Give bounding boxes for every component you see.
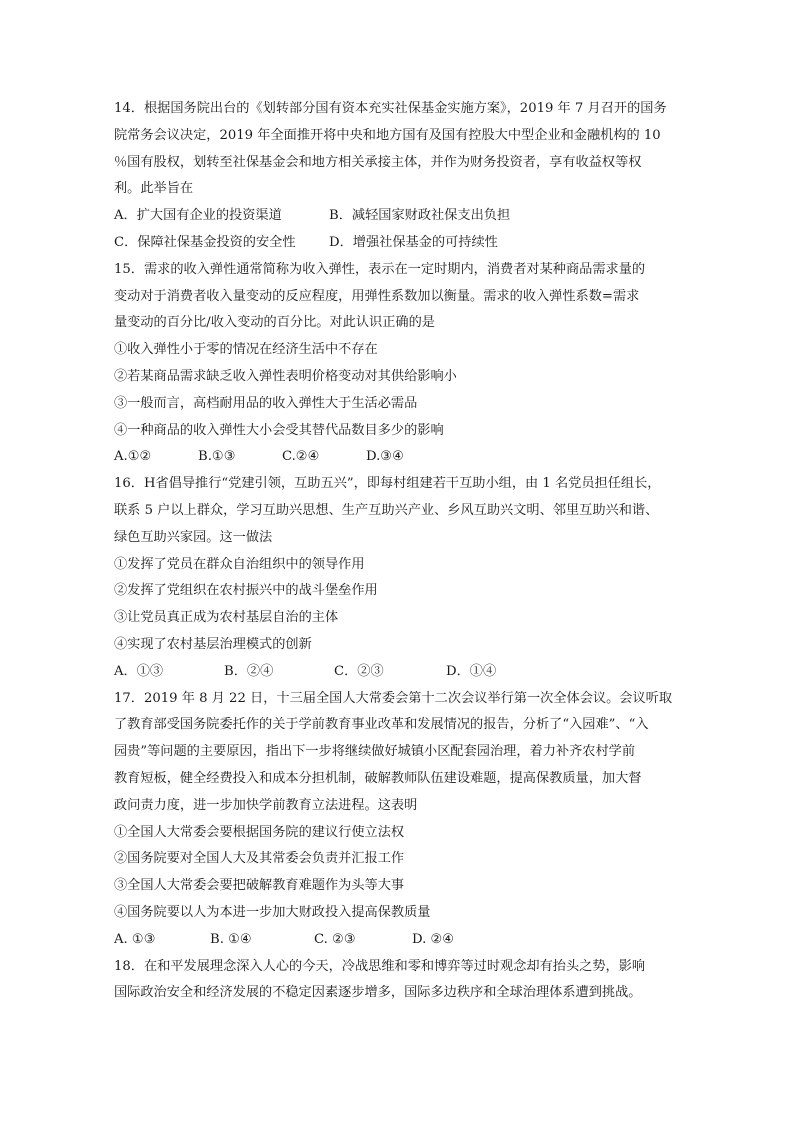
stem-line: ％国有股权，划转至社保基金会和地方相关承接主体，并作为财务投资者，享有收益权等权 [114, 154, 642, 170]
choice-a: A．①③ [114, 663, 164, 679]
stem-line: 国际政治安全和经济发展的不稳定因素逐步增多，国际多边秩序和全球治理体系遭到挑战。 [114, 985, 642, 1001]
stem-line: 17．2019 年 8 月 22 日，十三届全国人大常委会第十二次会议举行第一次全体会议。会议听取 [114, 690, 673, 706]
question-stem [114, 471, 684, 551]
statement-4: ④实现了农村基层治理模式的创新 [114, 636, 312, 652]
statement-2: ②若某商品需求缺乏收入弹性表明价格变动对其供给影响小 [114, 368, 457, 384]
statement-2: ②发挥了党组织在农村振兴中的战斗堡垒作用 [114, 583, 378, 599]
choice-d: D. ②④ [412, 931, 455, 947]
statement-1: ①全国人大常委会要根据国务院的建议行使立法权 [114, 824, 405, 840]
stem-line: 院常务会议决定，2019 年全面推开将中央和地方国有及国有控股大中型企业和金融机构的 10 [114, 127, 661, 143]
statement-3: ③让党员真正成为农村基层自治的主体 [114, 610, 339, 626]
question-stem [114, 96, 684, 203]
statement-1: ①发挥了党员在群众自治组织中的领导作用 [114, 556, 365, 572]
statement-2: ②国务院要对全国人大及其常委会负责并汇报工作 [114, 851, 405, 867]
choice-a: A. ①③ [114, 931, 156, 947]
statement-3: ③全国人大常委会要把破解教育难题作为头等大事 [114, 878, 405, 894]
choices-row [114, 230, 684, 257]
choice-c: C．保障社保基金投资的安全性 [114, 234, 296, 250]
stem-line: 18．在和平发展理念深入人心的今天，冷战思维和零和博弈等过时观念却有抬头之势，影响 [114, 958, 646, 974]
question-stem [114, 257, 684, 337]
choice-d: D．①④ [446, 663, 497, 679]
choice-c: C．②③ [334, 663, 384, 679]
choices-row [114, 444, 684, 471]
stem-line: 联系 5 户以上群众，学习互助兴思想、生产互助兴产业、乡风互助兴文明、邻里互助兴和谐、 [114, 502, 659, 518]
question-stem [114, 686, 684, 820]
choice-d: D．增强社保基金的可持续性 [329, 234, 498, 250]
stem-line: 园贵”等问题的主要原因，指出下一步将继续做好城镇小区配套园治理，着力补齐农村学前 [114, 744, 636, 760]
choice-c: C. ②③ [314, 931, 356, 947]
stem-line: 量变动的百分比/收入变动的百分比。对此认识正确的是 [114, 315, 435, 331]
stem-line: 教育短板，健全经费投入和成本分担机制，破解教师队伍建设难题，提高保教质量，加大督 [114, 770, 642, 786]
choice-b: B.①③ [198, 449, 236, 465]
choice-b: B. ①④ [210, 931, 252, 947]
statement-4: ④一种商品的收入弹性大小会受其替代品数目多少的影响 [114, 422, 444, 438]
question-16 [114, 471, 684, 685]
choices-row [114, 927, 684, 954]
question-stem [114, 954, 684, 1008]
statement-3: ③一般而言，高档耐用品的收入弹性大于生活必需品 [114, 395, 418, 411]
statement-4: ④国务院要以人为本进一步加大财政投入提高保教质量 [114, 904, 431, 920]
question-17 [114, 686, 684, 954]
choice-b: B．②④ [224, 663, 274, 679]
stem-line: 绿色互助兴家园。这一做法 [114, 529, 273, 545]
question-15 [114, 257, 684, 471]
statement-1: ①收入弹性小于零的情况在经济生活中不存在 [114, 342, 378, 358]
choice-c: C.②④ [282, 449, 320, 465]
stem-line: 15．需求的收入弹性通常简称为收入弹性，表示在一定时期内，消费者对某种商品需求量的 [114, 261, 646, 277]
choice-a: A.①② [114, 449, 152, 465]
exam-page [114, 96, 684, 1007]
question-18 [114, 954, 684, 1008]
choices-row [114, 659, 684, 686]
choices-row [114, 203, 684, 230]
choice-d: D.③④ [366, 449, 404, 465]
stem-line: 14．根据国务院出台的《划转部分国有资本充实社保基金实施方案》，2019 年 7 月召开的国务 [114, 101, 667, 116]
stem-line: 政问责力度，进一步加快学前教育立法进程。这表明 [114, 797, 418, 813]
stem-line: 了教育部受国务院委托作的关于学前教育事业改革和发展情况的报告，分析了“入园难”、“入 [114, 717, 649, 733]
choice-a: A．扩大国有企业的投资渠道 [114, 208, 282, 224]
stem-line: 16．H省倡导推行“党建引领，互助五兴”，即每村组建若干互助小组，由 1 名党员担任组长， [114, 476, 661, 492]
question-14 [114, 96, 684, 257]
stem-line: 利。此举旨在 [114, 181, 194, 197]
choice-b: B．减轻国家财政社保支出负担 [329, 208, 511, 224]
stem-line: 变动对于消费者收入量变动的反应程度，用弹性系数加以衡量。需求的收入弹性系数=需求 [114, 288, 640, 304]
